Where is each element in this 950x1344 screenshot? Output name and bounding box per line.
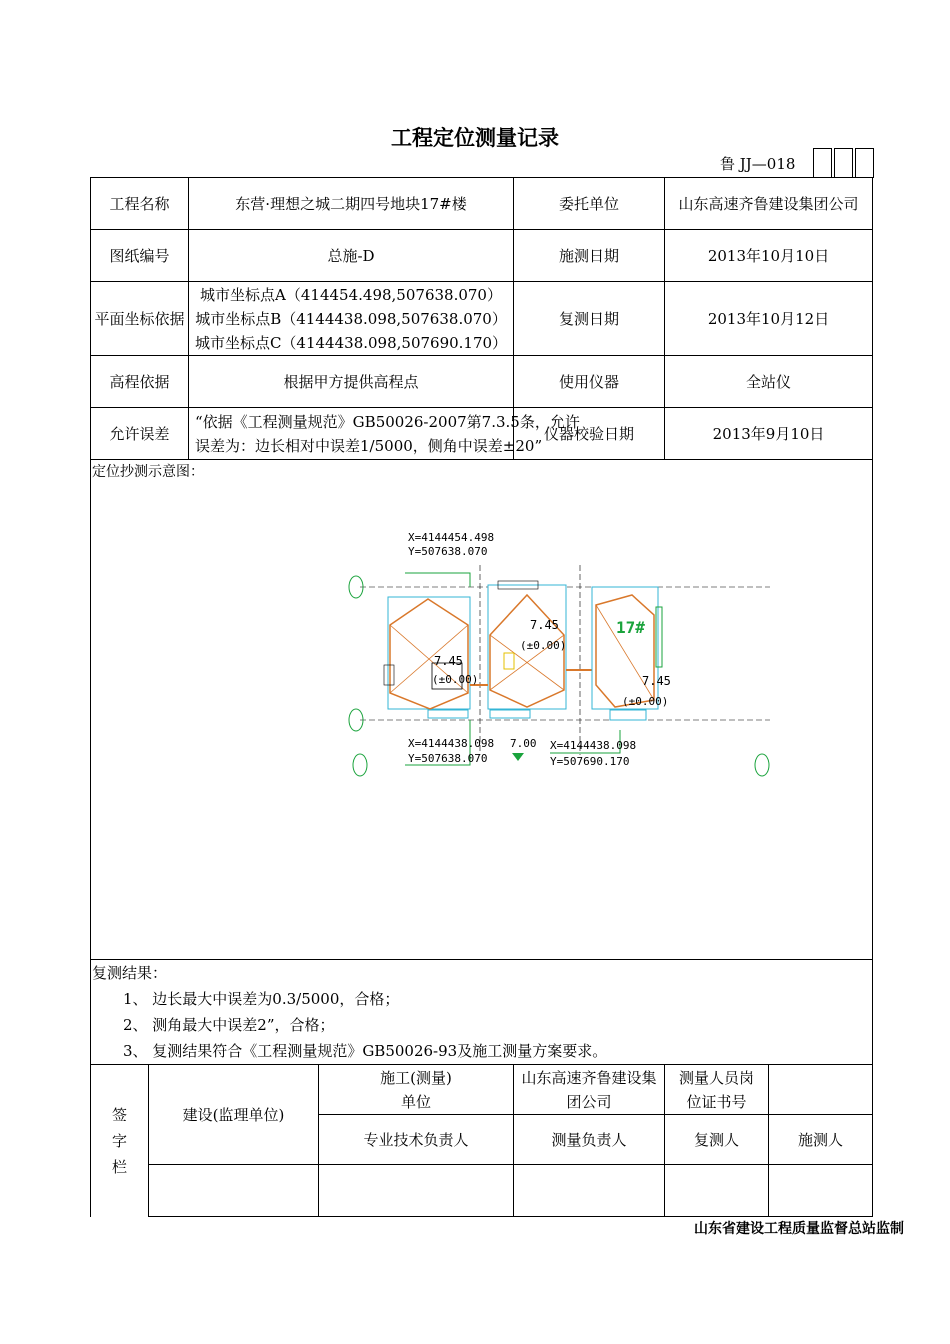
elev-3b: (±0.00) [622, 695, 669, 708]
instrument-value: 全站仪 [665, 356, 873, 408]
instrument-label: 使用仪器 [514, 356, 665, 408]
coord-c: 城市坐标点C（4144438.098,507690.170） [194, 333, 508, 352]
result-item-3: 3、 复测结果符合《工程测量规范》GB50026-93及施工测量方案要求。 [123, 1042, 608, 1060]
survey-lead-label: 测量负责人 [514, 1115, 665, 1165]
elev-1: 7.45 [434, 654, 463, 668]
pt-a-y: Y=507638.070 [408, 545, 488, 558]
drawing-no-label: 图纸编号 [91, 230, 189, 282]
tolerance-label: 允许误差 [91, 408, 189, 460]
tolerance-value [189, 408, 580, 460]
result-item-2: 2、 测角最大中误差2”，合格； [123, 1016, 335, 1034]
pt-c-x: X=4144438.098 [550, 739, 637, 752]
results-label: 复测结果： [92, 964, 168, 982]
drawing-no-value: 总施-D [189, 230, 514, 282]
tech-lead-sign[interactable] [319, 1165, 514, 1217]
construction-unit: 施工(测量) 单位 [319, 1065, 514, 1115]
supervisor-sign[interactable] [149, 1165, 319, 1217]
pt-b-y: Y=507638.070 [408, 752, 488, 765]
site-layout-drawing [340, 525, 790, 775]
elevation-basis-value: 根据甲方提供高程点 [189, 356, 514, 408]
survey-lead-sign[interactable] [514, 1165, 665, 1217]
client-value: 山东高速齐鲁建设集团公司 [665, 178, 873, 230]
resurveyor-label: 复测人 [665, 1115, 769, 1165]
calibration-label: 仪器校验日期 [514, 408, 665, 460]
page-title: 工程定位测量记录 [391, 126, 559, 150]
resurvey-date-label: 复测日期 [514, 282, 665, 356]
tech-lead-label: 专业技术负责人 [319, 1115, 514, 1165]
result-item-1: 1、 边长最大中误差为0.3/5000，合格； [123, 990, 400, 1008]
client-label: 委托单位 [514, 178, 665, 230]
footer-issuer: 山东省建设工程质量监督总站监制 [694, 1221, 904, 1237]
coord-basis-value [189, 282, 514, 356]
building-label: 17# [616, 618, 645, 637]
results-cell [91, 960, 873, 1065]
pt-b-x: X=4144438.098 [408, 737, 495, 750]
form-code: 鲁 JJ—018 [720, 155, 796, 173]
elev-1b: (±0.00) [432, 673, 479, 686]
coord-b: 城市坐标点B（4144438.098,507638.070） [195, 309, 507, 328]
surveyor-sign[interactable] [769, 1165, 873, 1217]
diagram-label: 定位抄测示意图： [92, 464, 204, 480]
survey-date-label: 施测日期 [514, 230, 665, 282]
elev-2: 7.45 [530, 618, 559, 632]
elev-2b: (±0.00) [520, 639, 567, 652]
coord-a: 城市坐标点A（414454.498,507638.070） [200, 285, 502, 304]
supervisor-cell: 建设(监理单位) [149, 1065, 319, 1165]
pt-c-y: Y=507690.170 [550, 755, 630, 768]
company-cell: 山东高速齐鲁建设集 团公司 [514, 1065, 665, 1115]
coord-basis-label: 平面坐标依据 [91, 282, 189, 356]
serial-boxes [813, 148, 876, 178]
elevation-basis-label: 高程依据 [91, 356, 189, 408]
surveyor-label: 施测人 [769, 1115, 873, 1165]
cert-number-label: 测量人员岗 位证书号 [665, 1065, 769, 1115]
resurveyor-sign[interactable] [665, 1165, 769, 1217]
pt-a-x: X=4144454.498 [408, 531, 495, 544]
ground-elev: 7.00 [510, 737, 537, 750]
resurvey-date-value: 2013年10月12日 [665, 282, 873, 356]
elev-3: 7.45 [642, 674, 671, 688]
tolerance-line1: “依据《工程测量规范》GB50026-2007第7.3.5条，允许 [195, 412, 580, 431]
cert-number-value[interactable] [769, 1065, 873, 1115]
project-name-label: 工程名称 [91, 178, 189, 230]
calibration-value: 2013年9月10日 [665, 408, 873, 460]
survey-date-value: 2013年10月10日 [665, 230, 873, 282]
tolerance-line2: 误差为：边长相对中误差1/5000，侧角中误差±20” [195, 436, 543, 455]
project-name-value: 东营·理想之城二期四号地块17#楼 [189, 178, 514, 230]
signature-label: 签字栏 [91, 1065, 149, 1217]
